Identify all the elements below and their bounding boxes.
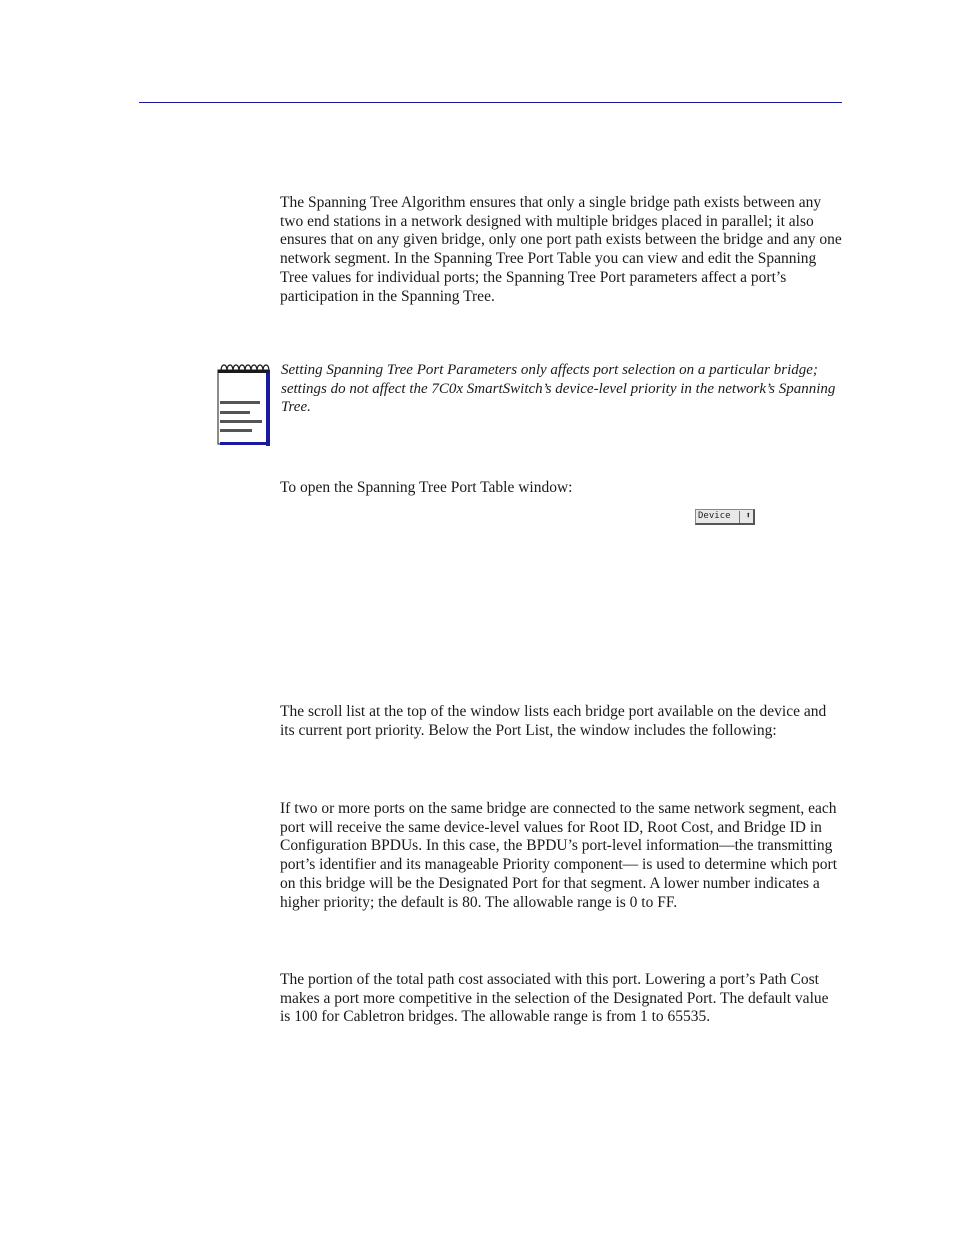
priority-paragraph: If two or more ports on the same bridge are connected to the same network segment, each port will receive the same device-level values for Root ID, Root Cost, and Bridge ID in Configuration BPDUs. In this case, the BPDU’s port-level information—the transmitting port’s identifier and its manageable Priority component— is used to determine which port on this bridge will be the Designated Port for that segment. A lower number indicates a higher priority; the default is 80. The allowable range is 0 to FF. <box>280 800 838 911</box>
device-button-label: Device <box>698 511 731 521</box>
notepad-icon <box>214 362 272 446</box>
device-menu-button[interactable] <box>695 509 755 525</box>
open-instruction: To open the Spanning Tree Port Table window: <box>280 479 573 496</box>
scroll-list-paragraph: The scroll list at the top of the window lists each bridge port available on the device and its current port priority. Below the Port List, the window includes the following: <box>280 703 827 739</box>
header-rule <box>139 102 842 103</box>
arrow-up-icon: ⬆ <box>745 511 751 521</box>
note-text: Setting Spanning Tree Port Parameters only affects port selection on a particular bridge; settings do not affect the 7C0x SmartSwitch’s device-level priority in the network’s Spanning Tree. <box>281 362 836 416</box>
button-separator <box>739 511 740 523</box>
intro-paragraph: The Spanning Tree Algorithm ensures that only a single bridge path exists between any two end stations in a network designed with multiple bridges placed in parallel; it also ensures that on any given bridge, only one port path exists between the bridge and any one network segment. In the Spanning Tree Port Table you can view and edit the Spanning Tree values for individual ports; the Spanning Tree Port parameters affect a port’s participation in the Spanning Tree. <box>280 194 842 305</box>
path-cost-paragraph: The portion of the total path cost associated with this port. Lowering a port’s Path Cost makes a port more competitive in the selection of the Designated Port. The default value is 100 for Cabletron bridges. The allowable range is from 1 to 65535. <box>280 971 829 1026</box>
